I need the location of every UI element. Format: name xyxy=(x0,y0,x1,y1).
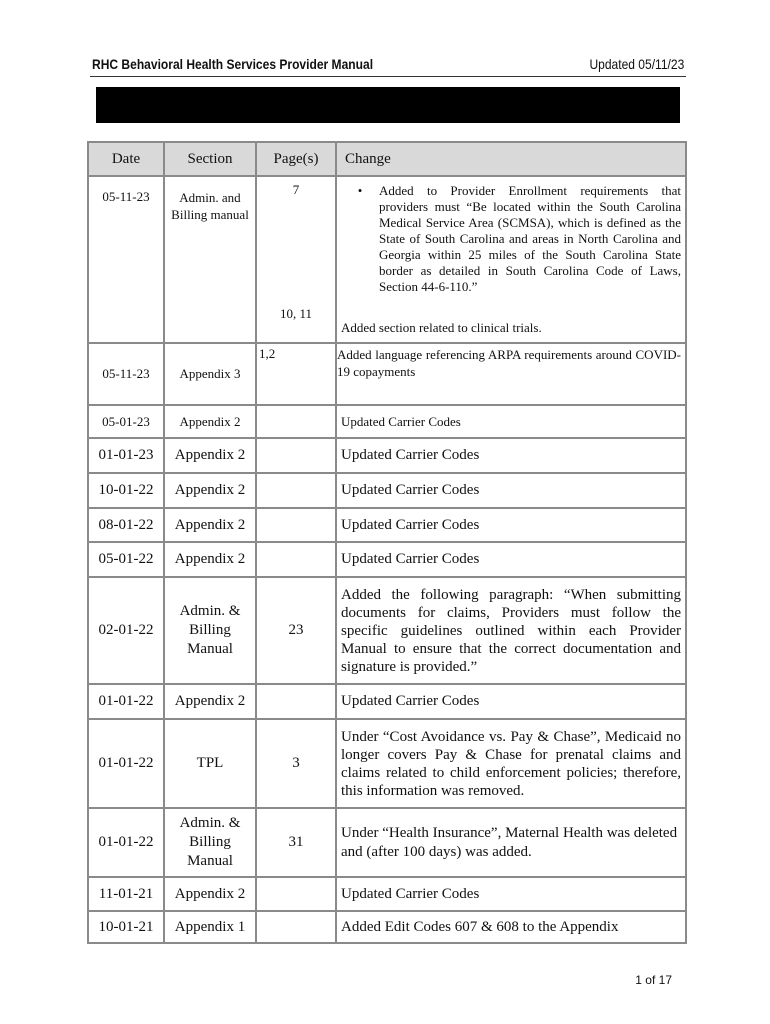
row-pages: 23 xyxy=(255,576,335,683)
row-pages xyxy=(255,404,335,437)
row-change: Updated Carrier Codes xyxy=(335,541,687,576)
table-row xyxy=(87,342,687,404)
row-change: Updated Carrier Codes xyxy=(335,404,687,437)
page-number: 1 of 17 xyxy=(635,973,672,987)
row-section: Appendix 3 xyxy=(163,342,255,404)
table-row xyxy=(87,876,687,910)
row-pages xyxy=(255,876,335,910)
row-date: 10-01-22 xyxy=(87,472,163,507)
row-change: Updated Carrier Codes xyxy=(335,507,687,541)
row-pages xyxy=(255,472,335,507)
row-change: Added Edit Codes 607 & 608 to the Appendix xyxy=(335,910,687,944)
table-header-row xyxy=(87,141,687,175)
bullet-text: Added to Provider Enrollment requirements that providers must “Be located within the South Carolina Medical Service Area (SCMSA), which is defined as the State of South Carolina and areas in North Carolina and Georgia within 25 miles of the South Carolina State border as detailed in South Carolina Code of Laws, Section 44-6-110.” xyxy=(379,183,681,294)
row-date: 02-01-22 xyxy=(87,576,163,683)
table-row xyxy=(87,576,687,683)
row-section: Appendix 2 xyxy=(163,541,255,576)
row-change: Added language referencing ARPA requirements around COVID-19 copayments xyxy=(335,342,687,404)
column-header-date: Date xyxy=(87,141,163,175)
table-row xyxy=(87,175,687,306)
row-section: Appendix 1 xyxy=(163,910,255,944)
row-change: Added the following paragraph: “When submitting documents for claims, Providers must follow the specific guidelines outlined within each Provider Manual to ensure that the correct documentation and signature is provided.” xyxy=(335,576,687,683)
row-date: 05-11-23 xyxy=(87,175,163,342)
row-date: 01-01-22 xyxy=(87,718,163,807)
redacted-title-bar xyxy=(96,87,680,123)
row-section: Appendix 2 xyxy=(163,437,255,472)
row-change: Under “Health Insurance”, Maternal Health was deleted and (after 100 days) was added. xyxy=(335,807,687,876)
table-row xyxy=(87,472,687,507)
row-pages: 1,2 xyxy=(255,342,335,404)
row-date: 08-01-22 xyxy=(87,507,163,541)
row-section: Appendix 2 xyxy=(163,404,255,437)
row-pages: 31 xyxy=(255,807,335,876)
row-section: Admin. & Billing Manual xyxy=(163,576,255,683)
row-date: 05-01-22 xyxy=(87,541,163,576)
table-row xyxy=(87,437,687,472)
row-change xyxy=(335,175,687,306)
row-date: 01-01-22 xyxy=(87,807,163,876)
row-date: 05-11-23 xyxy=(87,342,163,404)
page-header xyxy=(90,52,686,77)
row-change: Under “Cost Avoidance vs. Pay & Chase”, Medicaid no longer covers Pay & Chase for prenatal claims and claims related to child enforcement policies; therefore, this information was removed. xyxy=(335,718,687,807)
row-pages xyxy=(255,683,335,718)
row-change: Updated Carrier Codes xyxy=(335,683,687,718)
row-pages xyxy=(255,541,335,576)
row-section: Appendix 2 xyxy=(163,472,255,507)
row-change: Added section related to clinical trials. xyxy=(335,306,687,342)
row-pages xyxy=(255,507,335,541)
column-header-change: Change xyxy=(335,141,687,175)
row-section: Admin. and Billing manual xyxy=(163,175,255,342)
row-section: Appendix 2 xyxy=(163,683,255,718)
manual-title: RHC Behavioral Health Services Provider Manual xyxy=(92,56,374,72)
row-pages: 10, 11 xyxy=(255,306,335,342)
table-row xyxy=(87,683,687,718)
table-row xyxy=(87,807,687,876)
row-section: TPL xyxy=(163,718,255,807)
row-change: Updated Carrier Codes xyxy=(335,437,687,472)
column-header-pages: Page(s) xyxy=(255,141,335,175)
row-pages: 3 xyxy=(255,718,335,807)
row-date: 10-01-21 xyxy=(87,910,163,944)
table-row xyxy=(87,718,687,807)
row-change: Updated Carrier Codes xyxy=(335,876,687,910)
updated-date: Updated 05/11/23 xyxy=(589,56,684,72)
table-row xyxy=(87,910,687,944)
row-date: 05-01-23 xyxy=(87,404,163,437)
row-section: Appendix 2 xyxy=(163,876,255,910)
row-change: Updated Carrier Codes xyxy=(335,472,687,507)
row-date: 01-01-22 xyxy=(87,683,163,718)
row-date: 01-01-23 xyxy=(87,437,163,472)
row-pages: 7 xyxy=(255,175,335,306)
bullet-icon: • xyxy=(357,183,363,198)
row-date: 11-01-21 xyxy=(87,876,163,910)
row-pages xyxy=(255,437,335,472)
table-row xyxy=(87,404,687,437)
revision-table xyxy=(87,141,687,944)
bullet-list-item xyxy=(341,183,681,295)
column-header-section: Section xyxy=(163,141,255,175)
row-section: Admin. & Billing Manual xyxy=(163,807,255,876)
row-section: Appendix 2 xyxy=(163,507,255,541)
table-row xyxy=(87,541,687,576)
table-row xyxy=(87,507,687,541)
row-pages xyxy=(255,910,335,944)
